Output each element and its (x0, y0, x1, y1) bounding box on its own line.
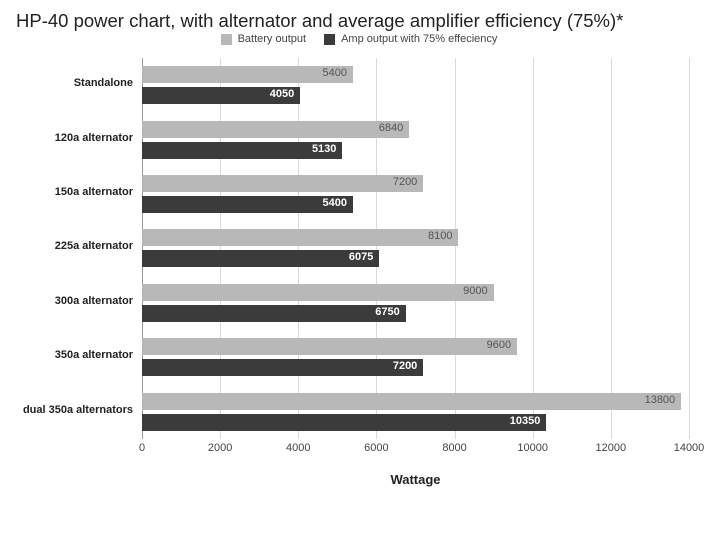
legend-item (324, 33, 497, 45)
bar-group (54, 221, 689, 275)
bar[interactable] (142, 305, 406, 322)
chart-title: HP-40 power chart, with alternator and average amplifier efficiency (75%)* (16, 10, 624, 31)
bar-value-label: 5130 (311, 142, 337, 155)
bar-row (142, 66, 353, 83)
category-label: 300a alternator (54, 294, 133, 307)
bar[interactable] (142, 250, 379, 267)
x-axis-ticks (138, 439, 705, 461)
bar-value-label: 10350 (509, 414, 541, 427)
bar[interactable] (142, 142, 342, 159)
bar-value-label: 9000 (463, 284, 488, 297)
bar-group (73, 58, 689, 112)
x-tick-label: 12000 (595, 442, 627, 454)
bar[interactable] (142, 196, 353, 213)
bar-row (142, 87, 300, 104)
x-tick-label: 6000 (364, 442, 389, 454)
bar-group (54, 276, 689, 330)
bar-value-label: 6750 (375, 305, 400, 318)
bar-value-label: 4050 (269, 88, 295, 101)
x-tick-label: 14000 (673, 442, 705, 454)
bar-group (54, 330, 689, 384)
bar[interactable] (142, 393, 681, 410)
bar-value-label: 9600 (486, 339, 512, 352)
bar-value-label: 6075 (348, 251, 374, 264)
bar-row (142, 250, 379, 267)
bar-group (54, 112, 689, 166)
category-label: 350a alternator (54, 349, 133, 362)
bar-row (142, 359, 423, 376)
bar[interactable] (142, 175, 423, 192)
bar[interactable] (142, 66, 353, 83)
plot-area (22, 58, 689, 439)
bar-row (142, 175, 423, 192)
chart-legend (0, 33, 718, 45)
bar-row (142, 229, 458, 246)
bar[interactable] (142, 229, 458, 246)
gridline (689, 58, 690, 439)
x-tick-label: 10000 (517, 442, 548, 454)
bar-row (142, 414, 546, 431)
bar-row (142, 338, 517, 355)
bar-row (142, 305, 406, 322)
bar[interactable] (142, 414, 546, 431)
legend-item (221, 33, 307, 45)
bar[interactable] (142, 121, 409, 138)
bar[interactable] (142, 87, 300, 104)
x-axis-title: Wattage (390, 472, 441, 487)
x-tick-label: 2000 (207, 442, 233, 454)
bar-value-label: 7200 (392, 360, 418, 373)
bar-row (142, 121, 409, 138)
category-label: 150a alternator (54, 186, 133, 199)
bar-row (142, 393, 681, 410)
bar[interactable] (142, 284, 494, 301)
bar-value-label: 6840 (378, 121, 404, 134)
legend-swatch-icon (221, 34, 232, 45)
bar-value-label: 5400 (322, 67, 347, 80)
category-label: dual 350a alternators (22, 403, 133, 416)
x-tick-label: 4000 (286, 442, 311, 454)
bar-group (22, 385, 689, 439)
bar-row (142, 284, 494, 301)
category-label: 225a alternator (54, 240, 133, 253)
bar-value-label: 8100 (427, 230, 453, 243)
bar-value-label: 5400 (322, 197, 347, 210)
bar-row (142, 196, 353, 213)
category-label: Standalone (73, 77, 133, 90)
bar-groups (22, 58, 689, 439)
bar-row (142, 142, 342, 159)
bar-group (54, 167, 689, 221)
x-tick-label: 8000 (442, 442, 467, 454)
bar-value-label: 13800 (644, 393, 676, 406)
category-label: 120a alternator (54, 131, 133, 144)
bar[interactable] (142, 359, 423, 376)
bar[interactable] (142, 338, 517, 355)
legend-label: Amp output with 75% effeciency (341, 33, 498, 45)
x-tick-label: 0 (138, 442, 146, 454)
legend-label: Battery output (237, 33, 307, 45)
bar-value-label: 7200 (392, 176, 418, 189)
legend-swatch-icon (324, 34, 335, 45)
